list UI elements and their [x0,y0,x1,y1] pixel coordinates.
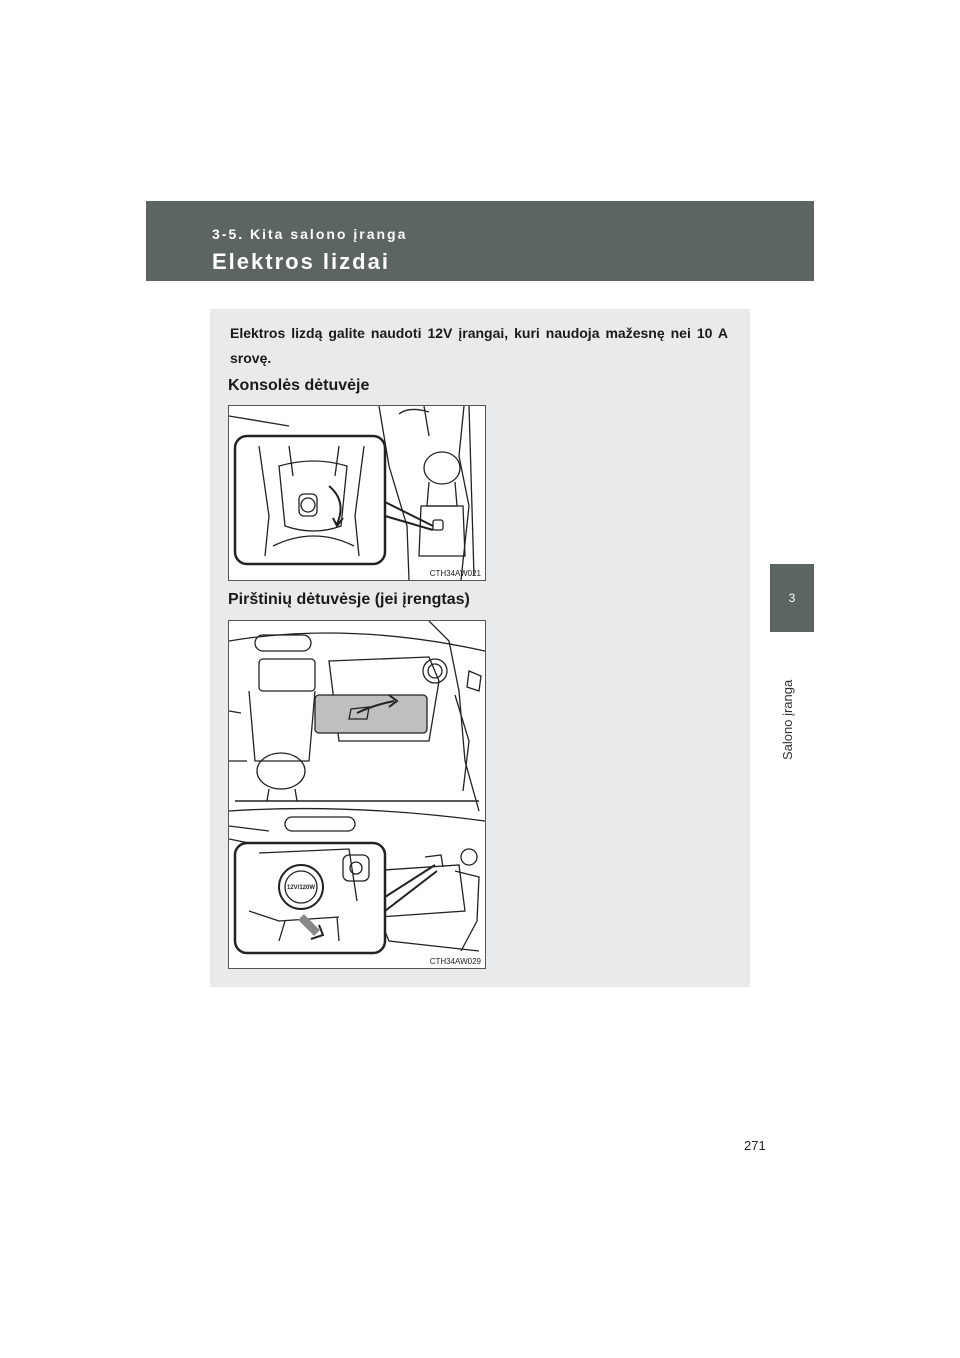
chapter-label: Salono įranga [780,679,795,760]
figure1-code: CTH34AW021 [429,569,481,578]
console-illustration [229,406,485,580]
section-label: 3-5. Kita salono įranga [212,226,408,242]
figure-console-socket [228,405,486,581]
intro-text: Elektros lizdą galite naudoti 12V įrangai, kuri naudoja mažesnę nei 10 A srovę. [230,325,728,366]
page-title: Elektros lizdai [212,249,390,274]
chapter-tab: 3 [770,564,814,632]
page-number: 271 [744,1138,766,1153]
section-console-title: Konsolės dėtuvėje [228,377,370,394]
socket-rating-label: 12V/120W [286,885,316,891]
figure2-code: CTH34AW029 [429,957,481,966]
header-band [146,201,814,281]
section-glovebox-title: Pirštinių dėtuvėsje (jei įrengtas) [228,591,470,608]
content-panel [210,309,750,987]
glovebox-illustration [229,621,485,968]
figure-glovebox-socket [228,620,486,969]
